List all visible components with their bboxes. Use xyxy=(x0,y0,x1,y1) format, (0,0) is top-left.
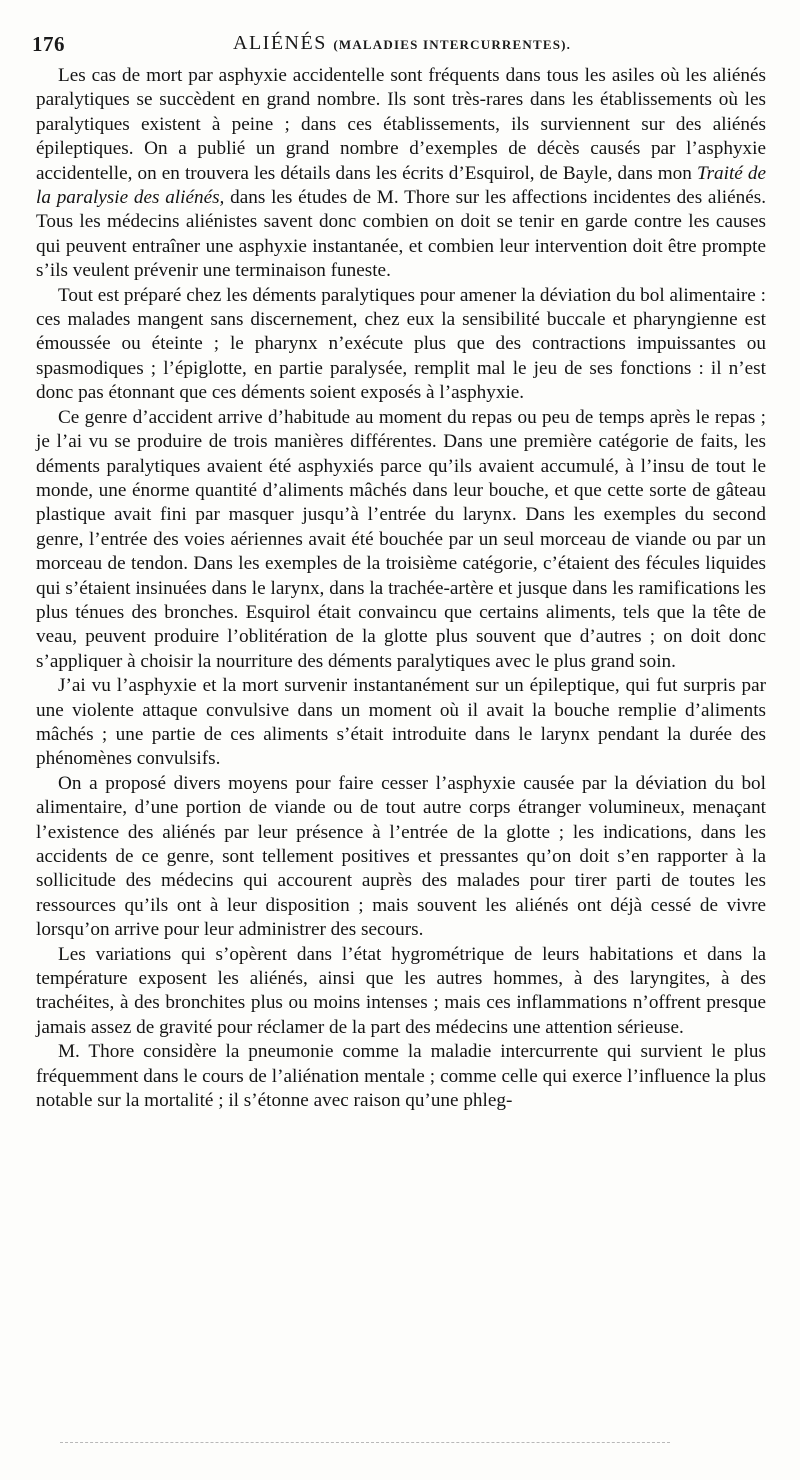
paragraph-1-after: dans les études de M. Thore sur les affections incidentes des aliénés. Tous les médecins aliénistes savent donc combien on doit se tenir en garde contre les causes qui peuvent entraîner une asphyxie instantanée, et combien leur intervention doit être prompte s’ils veulent prévenir une terminaison funeste. xyxy=(36,187,766,282)
paragraph-1 xyxy=(36,64,766,284)
page-header xyxy=(28,30,768,60)
paragraph-5: On a proposé divers moyens pour faire cesser l’asphyxie causée par la déviation du bol alimentaire, d’une portion de viande ou de tout autre corps étranger volumineux, menaçant l’existence des aliénés par leur présence à l’entrée de la glotte ; les indications, dans les accidents de ce genre, sont tellement positives et pressantes qu’on doit s’en rapporter à la sollicitude des médecins qui accourent auprès des malades pour tirer parti de toutes les ressources qu’ils ont à leur disposition ; mais souvent les aliénés ont déjà cessé de vivre lorsqu’on arrive pour leur administrer des secours. xyxy=(36,772,766,941)
running-title-subtitle: (MALADIES INTERCURRENTES). xyxy=(333,37,572,52)
paragraph-4: J’ai vu l’asphyxie et la mort survenir instantanément sur un épileptique, qui fut surpris par une violente attaque convulsive dans un moment où il avait la bouche remplie d’aliments mâchés ; une partie de ces aliments s’était introduite dans le larynx pendant la durée des phénomènes convulsifs. xyxy=(36,675,766,770)
paragraph-2: Tout est préparé chez les déments paralytiques pour amener la déviation du bol alimentaire : ces malades mangent sans discernement, chez eux la sensibilité buccale et pharyngienne est émoussée ou éteinte ; le pharynx n’exécute plus que des contractions impuissantes ou spasmodiques ; l’épiglotte, en partie paralysée, remplit mal le jeu de ses fonctions : il n’est donc pas étonnant que ces déments soient exposés à l’asphyxie. xyxy=(36,284,766,404)
book-title-italic: Traité de la paralysie des aliénés, xyxy=(36,162,766,209)
paragraph-1-before: Les cas de mort par asphyxie accidentelle sont fréquents dans tous les asiles où les aliénés paralytiques se succèdent en grand nombre. Ils sont très-rares dans les établissements où les paralytiques existent à peine ; dans ces établissements, ils surviennent sur des aliénés épileptiques. On a publié un grand nombre d’exemples de décès causés par l’asphyxie accidentelle, on en trouvera les détails dans les écrits d’Esquirol, de Bayle, dans mon xyxy=(36,65,766,184)
page-number: 176 xyxy=(32,32,65,56)
body-text xyxy=(36,64,766,1113)
paragraph-6: Les variations qui s’opèrent dans l’état hygrométrique de leurs habitations et dans la température exposent les aliénés, ainsi que les autres hommes, à des laryngites, à des trachéites, à des bronchites plus ou moins intenses ; mais ces inflammations n’offrent presque jamais assez de gravité pour réclamer de la part des médecins une attention sérieuse. xyxy=(36,943,766,1038)
paragraph-3: Ce genre d’accident arrive d’habitude au moment du repas ou peu de temps après le repas ; je l’ai vu se produire de trois manières différentes. Dans une première catégorie de faits, les déments paralytiques avaient été asphyxiés parce qu’ils avaient accumulé, à l’insu de tout le monde, une énorme quantité d’aliments mâchés dans leur bouche, et que cette sorte de gâteau plastique avait fini par masquer jusqu’à l’entrée du larynx. Dans les exemples du second genre, l’entrée des voies aériennes avait été bouchée par un seul morceau de viande ou par un morceau de tendon. Dans les exemples de la troisième catégorie, c’étaient des fécules liquides qui s’étaient insinuées dans le larynx, dans la trachée-artère et jusque dans les ramifications les plus ténues des bronches. Esquirol était convaincu que certains aliments, tels que la tête de veau, peuvent produire l’oblitération de la glotte plus souvent que d’autres ; on doit donc s’appliquer à choisir la nourriture des déments paralytiques avec le plus grand soin. xyxy=(36,406,766,672)
running-title xyxy=(233,32,571,55)
paragraph-7: M. Thore considère la pneumonie comme la maladie intercurrente qui survient le plus fréquemment dans le cours de l’aliénation mentale ; comme celle qui exerce l’influence la plus notable sur la mortalité ; il s’étonne avec raison qu’une phleg- xyxy=(36,1041,766,1112)
running-title-main: ALIÉNÉS xyxy=(233,32,327,54)
footer-rule xyxy=(60,1442,670,1443)
